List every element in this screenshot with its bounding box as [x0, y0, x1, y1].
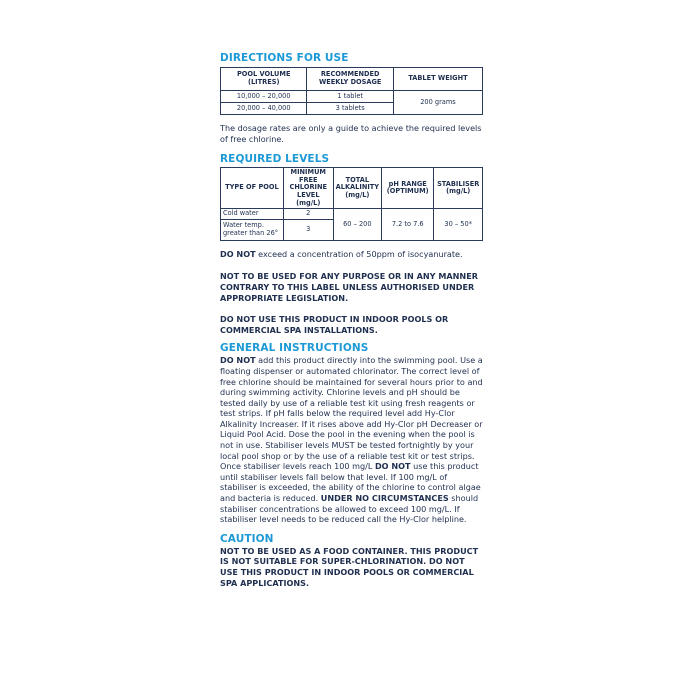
chlorine-level-cell: 3 [283, 219, 333, 240]
indoor-warning: DO NOT USE THIS PRODUCT IN INDOOR POOLS OR COMMERCIAL SPA INSTALLATIONS. [220, 314, 449, 335]
table-header-row [221, 168, 483, 209]
general-instructions-text [220, 355, 484, 525]
alkalinity-cell: 60 – 200 [333, 209, 381, 241]
instruction-text: use this product until stabiliser levels fall below that level. If 100 mg/L of stabiliser is exceeded, the ability of the chlorine to control algae and bacteria is reduced. [220, 461, 481, 504]
column-header: MINIMUM FREE CHLORINE LEVEL (mg/L) [283, 168, 333, 209]
column-header: TOTAL ALKALINITY (mg/L) [333, 168, 381, 209]
directions-heading: DIRECTIONS FOR USE [220, 52, 349, 64]
column-header: POOL VOLUME (LITRES) [221, 68, 307, 91]
required-levels-table [220, 167, 483, 241]
column-header: RECOMMENDED WEEKLY DOSAGE [307, 68, 393, 91]
column-header: TABLET WEIGHT [393, 68, 482, 91]
instruction-text: should stabiliser concentrations be allowed to exceed 100 mg/L. If stabiliser level needs to be reduced call the Hy-Clor helpline. [220, 493, 479, 525]
general-instructions-heading: GENERAL INSTRUCTIONS [220, 342, 369, 355]
dosage-cell: 1 tablet [307, 91, 393, 103]
pool-volume-cell: 10,000 – 20,000 [221, 91, 307, 103]
table-row [221, 209, 483, 220]
column-header: TYPE OF POOL [221, 168, 284, 209]
product-label [220, 52, 484, 588]
emphasis: DO NOT [220, 248, 256, 259]
dosage-cell: 3 tablets [307, 103, 393, 115]
pool-type-cell: Water temp. greater than 26° [221, 219, 284, 240]
chlorine-level-cell: 2 [283, 209, 333, 220]
dosage-note: The dosage rates are only a guide to achieve the required levels of free chlorine. [220, 123, 482, 144]
emphasis: DO NOT [220, 355, 256, 366]
tablet-weight-cell: 200 grams [393, 91, 482, 115]
column-header: pH RANGE (OPTIMUM) [382, 168, 434, 209]
warning-text: exceed a concentration of 50ppm of isocyanurate. [255, 248, 463, 259]
pool-volume-cell: 20,000 – 40,000 [221, 103, 307, 115]
instruction-text: add this product directly into the swimming pool. Use a floating dispenser or automated chlorinator. The correct level of free chlorine should be maintained for several hours prior to and during swimming activity. Chlorine levels and pH should be tested daily by use of a reliable test kit using fresh reagents or test strips. If pH falls below the required level add Hy-Clor Alkalinity Increaser. If it rises above add Hy-Clor pH Decreaser or Liquid Pool Acid. Dose the pool in the evening when the pool is not in use. Stabiliser levels MUST be tested fortnightly by your local pool shop or by the use of a reliable test kit or test strips. Once stabiliser levels reach 100 mg/L [220, 355, 483, 472]
table-row [221, 91, 483, 103]
stabiliser-cell: 30 – 50* [434, 209, 483, 241]
required-levels-heading: REQUIRED LEVELS [220, 153, 330, 166]
dosage-table [220, 67, 483, 115]
ph-range-cell: 7.2 to 7.6 [382, 209, 434, 241]
column-header: STABILISER (mg/L) [434, 168, 483, 209]
emphasis: UNDER NO CIRCUMSTANCES [320, 493, 449, 504]
caution-text: NOT TO BE USED AS A FOOD CONTAINER. THIS PRODUCT IS NOT SUITABLE FOR SUPER-CHLORINATION. DO NOT USE THIS PRODUCT IN INDOOR POOLS OR COMMERCIAL SPA APPLICATIONS. [220, 545, 479, 588]
table-header-row [221, 68, 483, 91]
emphasis: DO NOT [374, 461, 411, 472]
isocyanurate-warning [220, 249, 484, 260]
legislation-warning: NOT TO BE USED FOR ANY PURPOSE OR IN ANY MANNER CONTRARY TO THIS LABEL UNLESS AUTHORISED UNDER APPROPRIATE LEGISLATION. [220, 271, 478, 303]
caution-heading: CAUTION [220, 532, 274, 545]
pool-type-cell: Cold water [221, 209, 284, 220]
